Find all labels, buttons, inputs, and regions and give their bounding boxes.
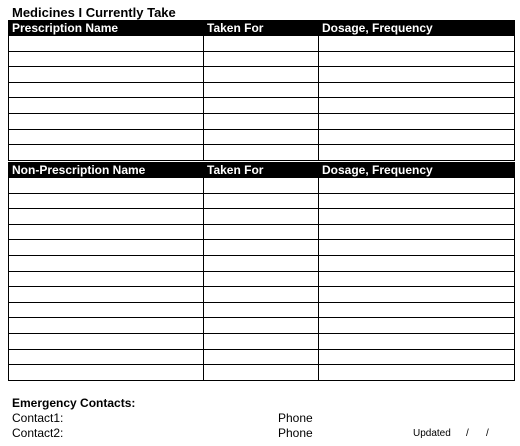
blank-cell <box>204 349 319 365</box>
blank-cell <box>319 287 515 303</box>
blank-cell <box>9 287 204 303</box>
date-separator: / <box>486 428 489 439</box>
blank-cell <box>9 193 204 209</box>
blank-cell <box>204 224 319 240</box>
blank-cell <box>9 349 204 365</box>
blank-cell <box>204 67 319 83</box>
table-header-row <box>9 21 515 36</box>
table-row <box>9 302 515 318</box>
table-row <box>9 98 515 114</box>
blank-cell <box>319 209 515 225</box>
table-row <box>9 271 515 287</box>
blank-cell <box>319 51 515 67</box>
blank-cell <box>204 271 319 287</box>
table-row <box>9 178 515 194</box>
blank-cell <box>319 36 515 52</box>
blank-cell <box>204 240 319 256</box>
blank-cell <box>319 349 515 365</box>
blank-cell <box>9 333 204 349</box>
emergency-contacts-heading: Emergency Contacts: <box>12 396 136 410</box>
table-row <box>9 224 515 240</box>
table-row <box>9 51 515 67</box>
blank-cell <box>9 224 204 240</box>
date-separator: / <box>466 428 469 439</box>
blank-cell <box>9 129 204 145</box>
blank-cell <box>9 178 204 194</box>
blank-cell <box>9 67 204 83</box>
blank-cell <box>204 193 319 209</box>
blank-cell <box>319 129 515 145</box>
blank-cell <box>319 240 515 256</box>
blank-cell <box>319 82 515 98</box>
blank-cell <box>9 271 204 287</box>
blank-cell <box>319 333 515 349</box>
table-row <box>9 67 515 83</box>
blank-cell <box>319 193 515 209</box>
blank-cell <box>204 36 319 52</box>
table-row <box>9 193 515 209</box>
blank-cell <box>9 365 204 381</box>
blank-cell <box>9 82 204 98</box>
column-header-nonprescription-name: Non-Prescription Name <box>9 163 204 178</box>
blank-cell <box>9 145 204 161</box>
table-row <box>9 333 515 349</box>
blank-cell <box>319 178 515 194</box>
table-row <box>9 82 515 98</box>
nonprescription-table <box>8 162 515 381</box>
column-header-taken-for: Taken For <box>204 21 319 36</box>
table-row <box>9 36 515 52</box>
blank-cell <box>204 82 319 98</box>
blank-cell <box>9 240 204 256</box>
blank-cell <box>204 318 319 334</box>
blank-cell <box>319 145 515 161</box>
updated-label: Updated <box>413 428 451 439</box>
blank-cell <box>204 255 319 271</box>
column-header-prescription-name: Prescription Name <box>9 21 204 36</box>
table-row <box>9 255 515 271</box>
blank-cell <box>319 271 515 287</box>
prescription-table <box>8 20 515 161</box>
blank-cell <box>9 98 204 114</box>
blank-cell <box>319 224 515 240</box>
table-header-row <box>9 163 515 178</box>
blank-cell <box>319 365 515 381</box>
blank-cell <box>204 129 319 145</box>
blank-cell <box>204 209 319 225</box>
blank-cell <box>319 113 515 129</box>
blank-cell <box>204 178 319 194</box>
blank-cell <box>319 302 515 318</box>
table-row <box>9 287 515 303</box>
table-row <box>9 349 515 365</box>
blank-cell <box>9 209 204 225</box>
table-row <box>9 365 515 381</box>
table-row <box>9 318 515 334</box>
column-header-taken-for: Taken For <box>204 163 319 178</box>
blank-cell <box>9 113 204 129</box>
table-row <box>9 209 515 225</box>
column-header-dosage-frequency: Dosage, Frequency <box>319 163 515 178</box>
blank-cell <box>204 98 319 114</box>
blank-cell <box>204 365 319 381</box>
contact1-phone-label: Phone <box>278 411 313 425</box>
blank-cell <box>319 98 515 114</box>
blank-cell <box>319 67 515 83</box>
column-header-dosage-frequency: Dosage, Frequency <box>319 21 515 36</box>
blank-cell <box>204 333 319 349</box>
blank-cell <box>204 302 319 318</box>
table-row <box>9 240 515 256</box>
page-title: Medicines I Currently Take <box>12 5 176 20</box>
blank-cell <box>204 113 319 129</box>
table-row <box>9 113 515 129</box>
blank-cell <box>319 255 515 271</box>
table-row <box>9 129 515 145</box>
blank-cell <box>9 255 204 271</box>
blank-cell <box>204 51 319 67</box>
blank-cell <box>204 287 319 303</box>
contact1-label: Contact1: <box>12 411 64 425</box>
contact2-phone-label: Phone <box>278 426 313 440</box>
blank-cell <box>9 318 204 334</box>
blank-cell <box>9 51 204 67</box>
blank-cell <box>204 145 319 161</box>
table-row <box>9 145 515 161</box>
blank-cell <box>9 302 204 318</box>
blank-cell <box>9 36 204 52</box>
blank-cell <box>319 318 515 334</box>
contact2-label: Contact2: <box>12 426 64 440</box>
